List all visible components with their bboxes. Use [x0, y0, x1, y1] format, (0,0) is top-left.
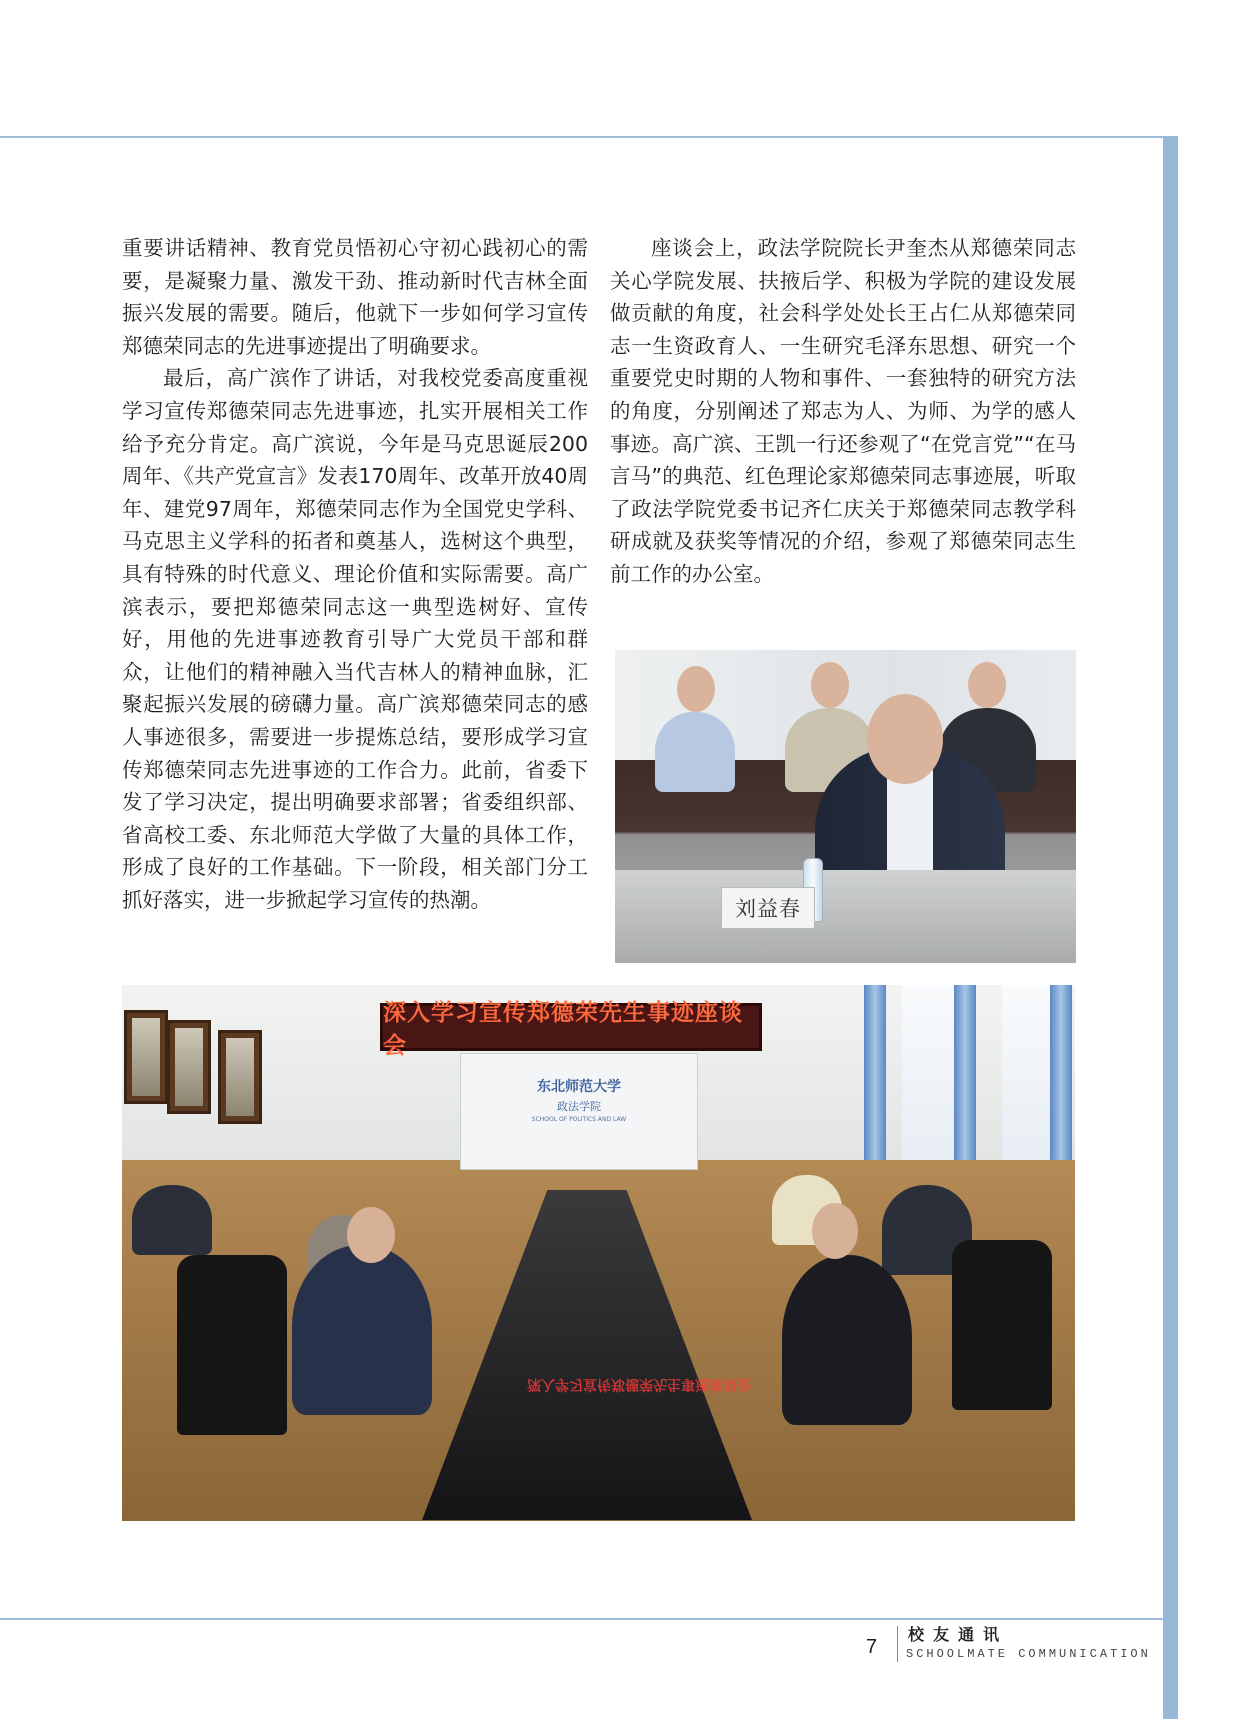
paragraph: 座谈会上，政法学院院长尹奎杰从郑德荣同志关心学院发展、扶掖后学、积极为学院的建设发展做贡献的角度，社会科学处处长王占仁从郑德荣同志一生资政育人、一生研究毛泽东思想、研究一个重要党史时期的人物和事件、一套独特的研究方法的角度，分别阐述了郑志为人、为师、为学的感人事迹。高广滨、王凯一行还参观了“在党言党”“在马言马”的典范、红色理论家郑德荣同志事迹展，听取了政法学院党委书记齐仁庆关于郑德荣同志教学科研成就及获奖等情况的介绍，参观了郑德荣同志生前工作的办公室。 [610, 236, 1076, 586]
wall-portrait [218, 1030, 262, 1124]
meeting-banner: 深入学习宣传郑德荣先生事迹座谈会 [380, 1003, 762, 1051]
screen-title: 东北师范大学 [537, 1079, 621, 1095]
paragraph: 最后，高广滨作了讲话，对我校党委高度重视学习宣传郑德荣同志先进事迹，扎实开展相关工作给予充分肯定。高广滨说，今年是马克思诞辰200周年、《共产党宣言》发表170周年、改革开放40周年、建党97周年，郑德荣同志作为全国党史学科、马克思主义学科的拓者和奠基人，选树这个典型，具有特殊的时代意义、理论价值和实际需要。高广滨表示，要把郑德荣同志这一典型选树好、宣传好，用他的先进事迹教育引导广大党员干部和群众，让他们的精神融入当代吉林人的精神血脉，汇聚起振兴发展的磅礴力量。高广滨郑德荣同志的感人事迹很多，需要进一步提炼总结，要形成学习宣传郑德荣同志先进事迹的工作合力。此前，省委下发了学习决定，提出明确要求部署；省委组织部、省高校工委、东北师范大学做了大量的具体工作，形成了良好的工作基础。下一阶段，相关部门分工抓好落实，进一步掀起学习宣传的热潮。 [122, 366, 588, 912]
window-curtain [954, 985, 976, 1160]
attendee [292, 1245, 432, 1415]
speaker-photo [615, 650, 1076, 963]
attendee [782, 1255, 912, 1425]
attendee-head [677, 666, 715, 712]
chair [952, 1240, 1052, 1410]
article-left-column [122, 232, 588, 916]
side-accent-bar [1163, 136, 1178, 1719]
paragraph: 重要讲话精神、教育党员悟初心守初心践初心的需要，是凝聚力量、激发干劲、推动新时代吉林全面振兴发展的需要。随后，他就下一步如何学习宣传郑德荣同志的先进事迹提出了明确要求。 [122, 236, 588, 358]
footer-subtitle: SCHOOLMATE COMMUNICATION [906, 1647, 1151, 1661]
attendee [132, 1185, 212, 1255]
name-card: 刘益春 [721, 887, 815, 929]
screen-subtitle: 政法学院 [557, 1100, 601, 1113]
room-window [902, 985, 962, 1160]
chair [177, 1255, 287, 1435]
photo-table [615, 870, 1076, 963]
bottom-rule [0, 1618, 1163, 1620]
wall-portrait [167, 1020, 211, 1114]
conference-room-photo [122, 985, 1075, 1521]
window-curtain [864, 985, 886, 1160]
projection-screen [460, 1053, 698, 1170]
footer-title: 校友通讯 [908, 1625, 1009, 1644]
attendee-head [812, 1203, 858, 1259]
wall-portrait [124, 1010, 168, 1104]
article-right-column [610, 232, 1076, 591]
top-rule [0, 136, 1163, 138]
window-curtain [1050, 985, 1072, 1160]
attendee [655, 712, 735, 792]
banner-reflection: 深入学习宣传郑德荣先生事迹座谈会 [527, 1376, 751, 1392]
page-number: 7 [866, 1636, 878, 1658]
footer-divider [897, 1626, 898, 1662]
attendee-head [347, 1207, 395, 1263]
attendee-head [968, 662, 1006, 708]
attendee-head [811, 662, 849, 708]
speaker-head [867, 694, 943, 784]
screen-english: SCHOOL OF POLITICS AND LAW [531, 1116, 627, 1123]
